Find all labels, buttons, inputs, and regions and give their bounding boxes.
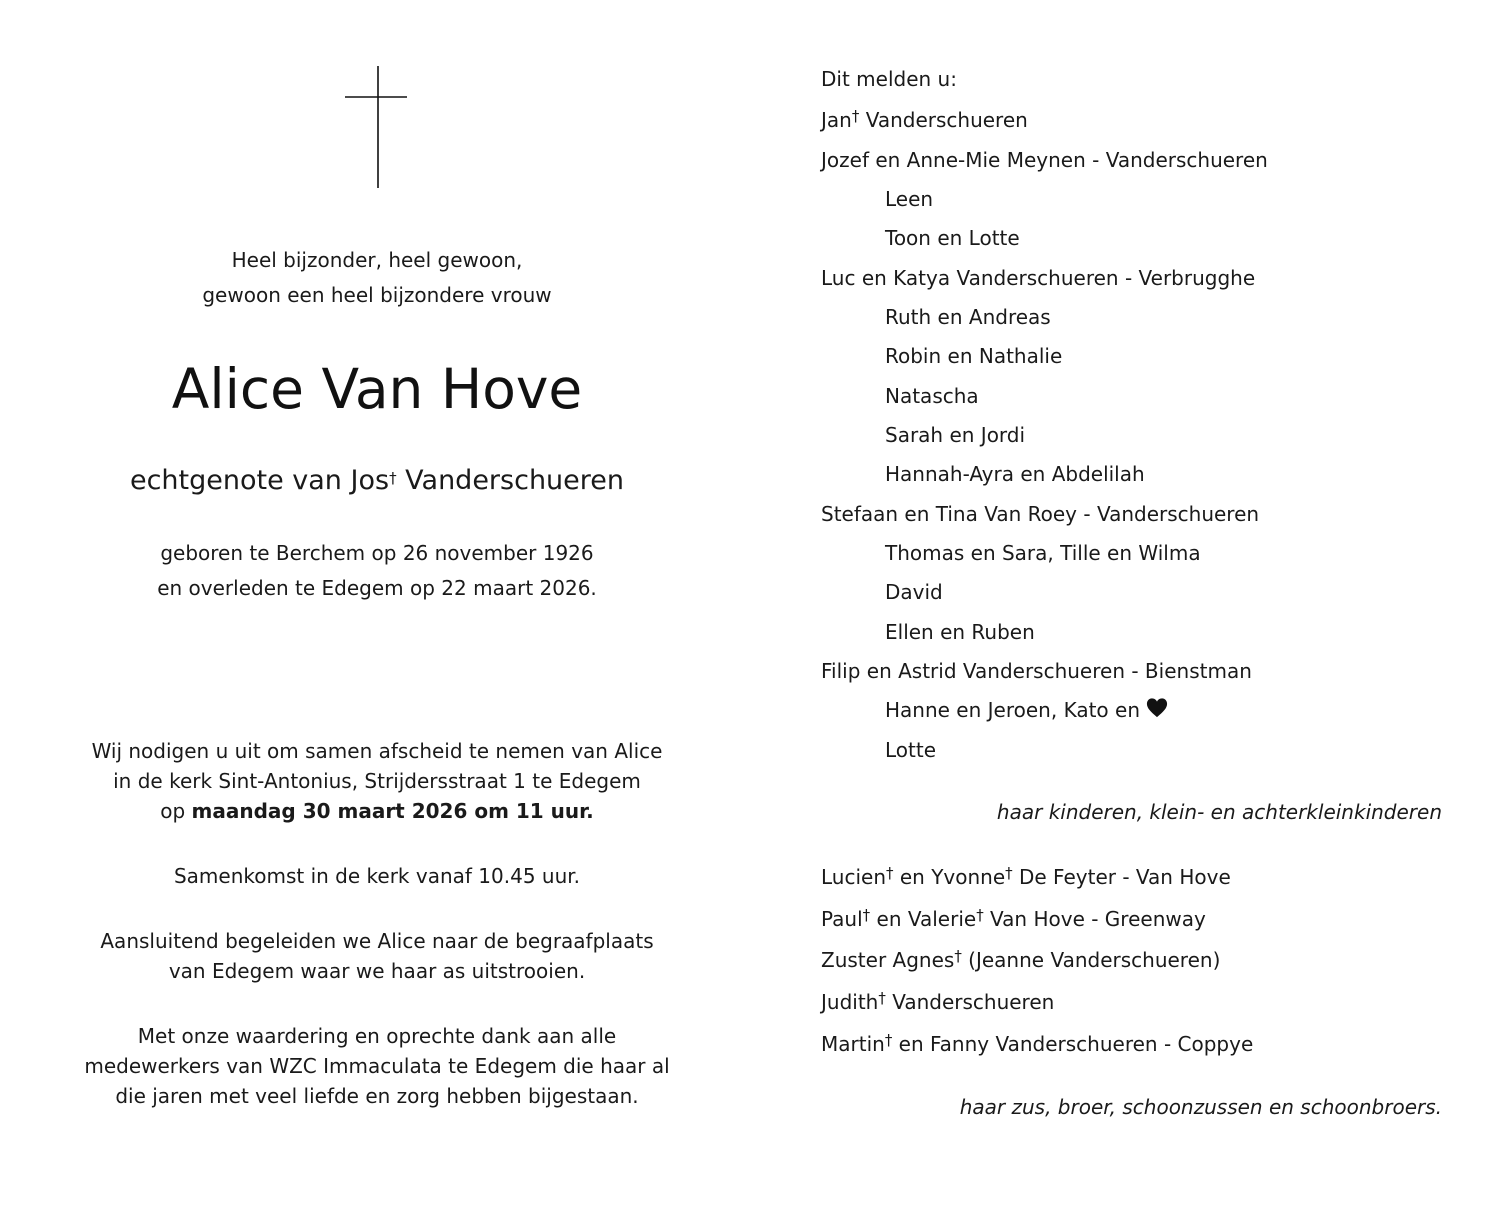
family-line-stefaan: Stefaan en Tina Van Roey - Vanderschueren [821, 502, 1260, 526]
ceremony-datetime: maandag 30 maart 2026 om 11 uur. [191, 799, 594, 823]
spouse-line [0, 462, 754, 500]
family-line-jan [821, 106, 1028, 134]
name: Vanderschueren [885, 990, 1055, 1014]
name: Zuster Agnes [821, 948, 955, 972]
sibling-line-lucien [821, 863, 1231, 891]
burial-line-1: Aansluitend begeleiden we Alice naar de begraafplaats [100, 929, 654, 953]
burial-line-2: van Edegem waar we haar as uitstrooien. [168, 959, 586, 983]
grandchild-line: Hannah-Ayra en Abdelilah [885, 462, 1145, 486]
spouse-suffix: Vanderschueren [396, 465, 625, 496]
grandchild-line: Sarah en Jordi [885, 423, 1026, 447]
dagger-icon: † [886, 864, 894, 882]
name: Paul [821, 907, 863, 931]
grandchild-line: David [885, 580, 943, 604]
name: De Feyter - Van Hove [1012, 865, 1231, 889]
grandchild-line: Toon en Lotte [885, 226, 1020, 250]
name: en Fanny Vanderschueren - Coppye [892, 1032, 1254, 1056]
name: Vanderschueren [859, 108, 1028, 132]
spouse-prefix: echtgenote van Jos [129, 465, 390, 496]
thanks-line-1: Met onze waardering en oprechte dank aan alle [137, 1024, 617, 1048]
grandchild-line: Ellen en Ruben [885, 620, 1035, 644]
grandchild-line: Ruth en Andreas [885, 305, 1051, 329]
dagger-icon: † [954, 947, 962, 965]
grandchild-line: Leen [885, 187, 934, 211]
thanks-line-3: die jaren met veel liefde en zorg hebben bijgestaan. [115, 1084, 639, 1108]
tagline-line-2: gewoon een heel bijzondere vrouw [202, 283, 552, 307]
sibling-line-agnes [821, 946, 1220, 974]
sibling-line-martin [821, 1030, 1253, 1058]
heart-icon [1146, 697, 1168, 719]
dagger-icon: † [976, 906, 984, 924]
invitation-paragraph [40, 736, 714, 826]
dagger-icon: † [862, 906, 871, 924]
invitation-prefix: op [160, 799, 192, 823]
name: Lucien [821, 865, 886, 889]
name: en Yvonne [893, 865, 1006, 889]
family-line-filip: Filip en Astrid Vanderschueren - Bienstman [821, 659, 1252, 683]
name: Martin [821, 1032, 885, 1056]
death-line: en overleden te Edegem op 22 maart 2026. [157, 576, 597, 600]
intro-text: Dit melden u: [821, 67, 957, 91]
dagger-icon: † [884, 1031, 893, 1049]
grandchild-line-hanne [885, 696, 1168, 724]
gathering-paragraph: Samenkomst in de kerk vanaf 10.45 uur. [173, 864, 581, 888]
siblings-signature: haar zus, broer, schoonzussen en schoonbroers. [959, 1095, 1442, 1119]
grandchild-line: Robin en Nathalie [885, 344, 1063, 368]
name: en Valerie [870, 907, 977, 931]
burial-paragraph [40, 926, 714, 986]
name: (Jeanne Vanderschueren) [961, 948, 1221, 972]
thanks-paragraph [40, 1021, 714, 1111]
family-line-jozef: Jozef en Anne-Mie Meynen - Vanderschueren [821, 148, 1268, 172]
name: Van Hove - Greenway [983, 907, 1206, 931]
invitation-line-2: in de kerk Sint-Antonius, Strijdersstraat 1 te Edegem [113, 769, 641, 793]
grandchild-line: Natascha [885, 384, 979, 408]
name: Judith [821, 990, 879, 1014]
name: Hanne en Jeroen, Kato en [885, 698, 1140, 722]
dagger-icon: † [389, 469, 397, 487]
cross-icon [345, 66, 407, 188]
deceased-name: Alice Van Hove [171, 357, 583, 421]
family-line-luc: Luc en Katya Vanderschueren - Verbrugghe [821, 266, 1256, 290]
children-signature: haar kinderen, klein- en achterkleinkinderen [996, 800, 1442, 824]
sibling-line-paul [821, 905, 1206, 933]
name: Jan [821, 108, 852, 132]
dagger-icon: † [851, 107, 860, 125]
invitation-line-1: Wij nodigen u uit om samen afscheid te nemen van Alice [91, 739, 663, 763]
dagger-icon: † [878, 989, 886, 1007]
birth-line: geboren te Berchem op 26 november 1926 [160, 541, 594, 565]
grandchild-line: Lotte [885, 738, 937, 762]
thanks-line-2: medewerkers van WZC Immaculata te Edegem die haar al [84, 1054, 670, 1078]
grandchild-line: Thomas en Sara, Tille en Wilma [885, 541, 1201, 565]
invitation-line-3 [40, 796, 714, 826]
dagger-icon: † [1005, 864, 1013, 882]
tagline-line-1: Heel bijzonder, heel gewoon, [231, 248, 523, 272]
sibling-line-judith [821, 988, 1054, 1016]
